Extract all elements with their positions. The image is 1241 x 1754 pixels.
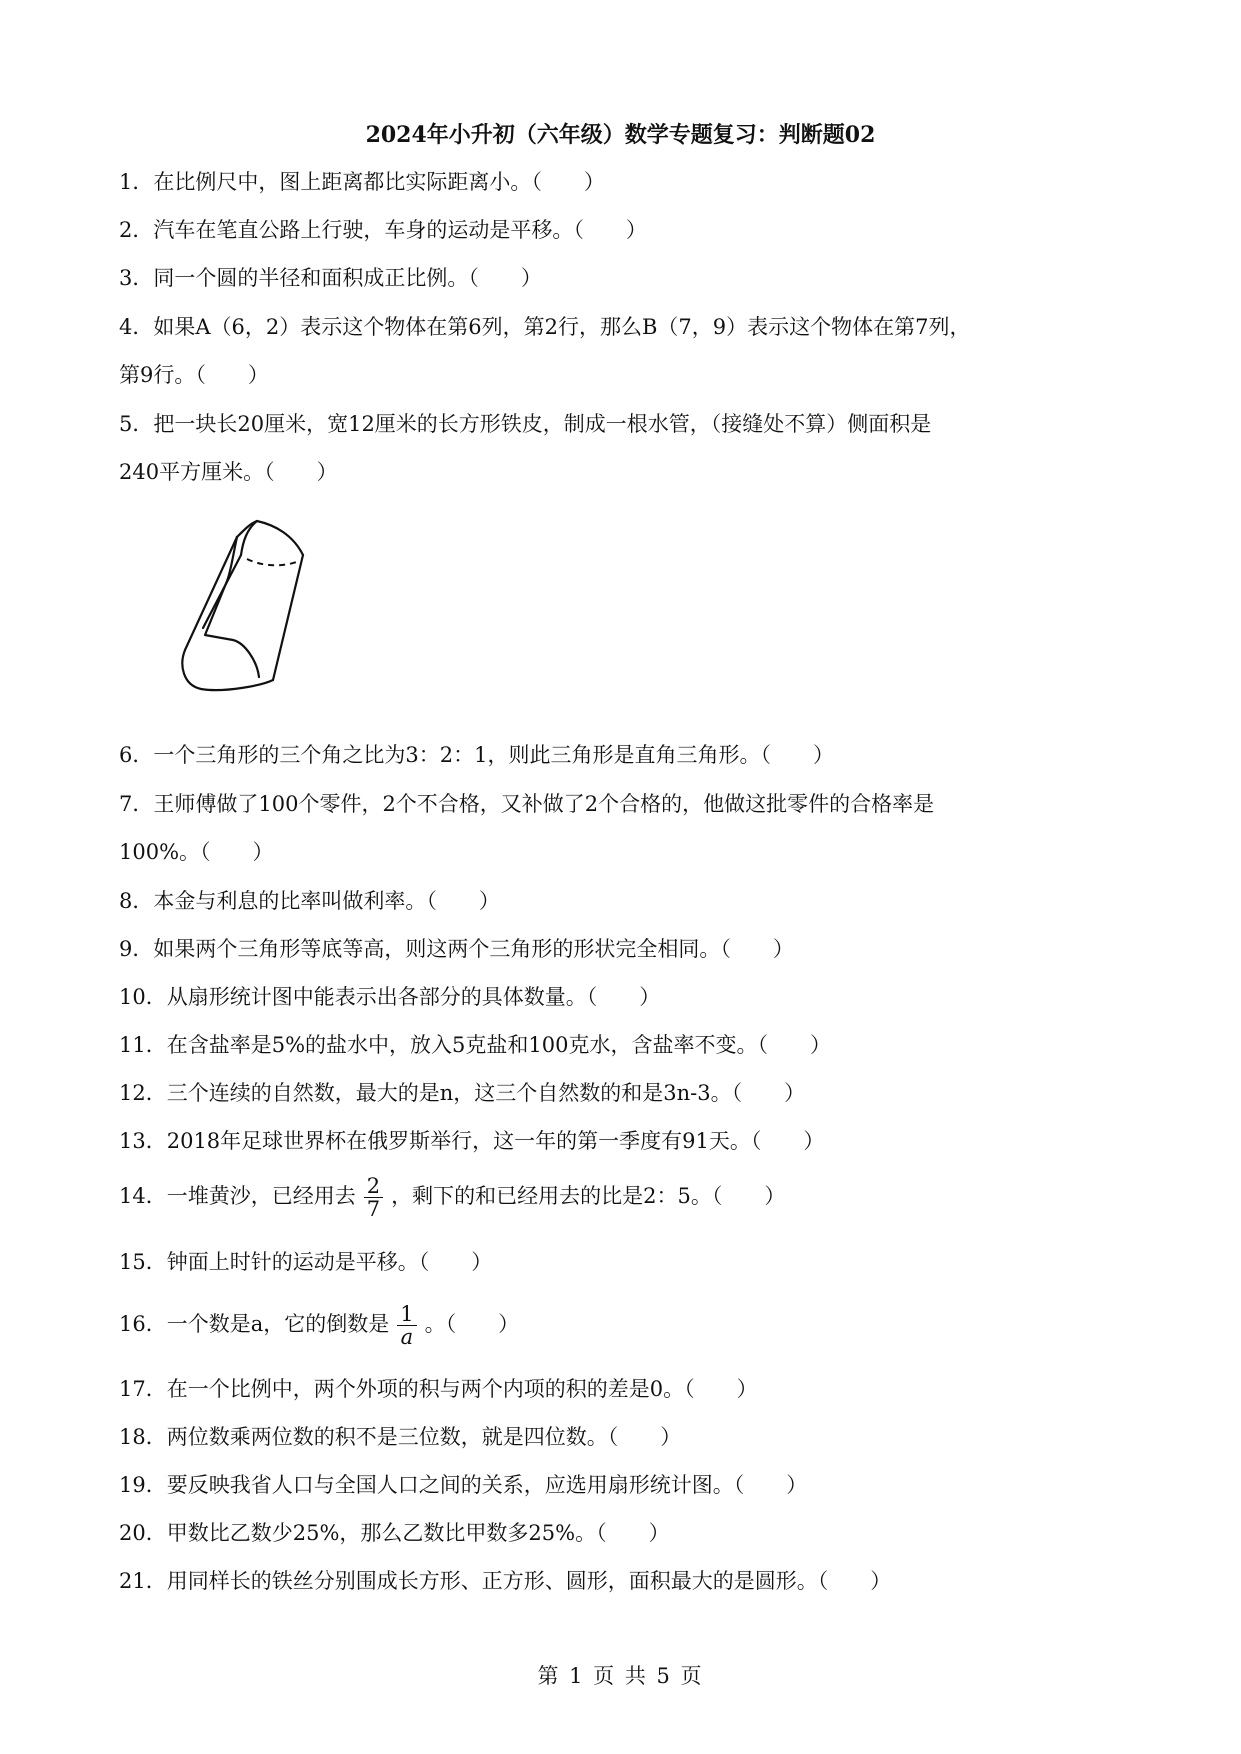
question-7-line2: 100%。（ ） — [119, 840, 274, 864]
question-12: 12．三个连续的自然数，最大的是n，这三个自然数的和是3n-3。（ ） — [119, 1081, 806, 1105]
question-10: 10．从扇形统计图中能表示出各部分的具体数量。（ ） — [119, 985, 661, 1009]
question-14-prefix: 14．一堆黄沙，已经用去 — [119, 1184, 356, 1208]
fraction-one-over-a — [397, 1303, 416, 1348]
question-3: 3．同一个圆的半径和面积成正比例。（ ） — [119, 266, 542, 290]
page-title: 2024年小升初（六年级）数学专题复习：判断题02 — [365, 122, 876, 148]
question-7-line1: 7．王师傅做了100个零件，2个不合格，又补做了2个合格的，他做这批零件的合格率是 — [119, 792, 935, 816]
question-18: 18．两位数乘两位数的积不是三位数，就是四位数。（ ） — [119, 1425, 682, 1449]
question-6: 6．一个三角形的三个角之比为3：2：1，则此三角形是直角三角形。（ ） — [119, 743, 834, 767]
page-footer: 第 1 页 共 5 页 — [537, 1664, 704, 1688]
question-17: 17．在一个比例中，两个外项的积与两个内项的积的差是0。（ ） — [119, 1377, 758, 1401]
fraction-two-sevenths — [364, 1175, 383, 1220]
question-16 — [119, 1296, 1139, 1352]
fraction-numerator: 2 — [364, 1175, 383, 1198]
question-11: 11．在含盐率是5%的盐水中，放入5克盐和100克水，含盐率不变。（ ） — [119, 1033, 831, 1057]
fraction-denominator: 7 — [366, 1197, 381, 1221]
question-5-line1: 5．把一块长20厘米，宽12厘米的长方形铁皮，制成一根水管，（接缝处不算）侧面积是 — [119, 412, 932, 436]
question-13: 13．2018年足球世界杯在俄罗斯举行，这一年的第一季度有91天。（ ） — [119, 1129, 825, 1153]
rolled-sheet-figure — [175, 515, 345, 695]
question-8: 8．本金与利息的比率叫做利率。（ ） — [119, 889, 500, 913]
question-4-line1: 4．如果A（6，2）表示这个物体在第6列，第2行，那么B（7，9）表示这个物体在第7列， — [119, 315, 971, 339]
question-4-line2: 第9行。（ ） — [119, 363, 269, 387]
question-14-suffix: ，剩下的和已经用去的比是2：5。（ ） — [391, 1184, 786, 1208]
question-15: 15．钟面上时针的运动是平移。（ ） — [119, 1250, 493, 1274]
question-16-suffix: 。（ ） — [424, 1312, 520, 1336]
question-21: 21．用同样长的铁丝分别围成长方形、正方形、圆形，面积最大的是圆形。（ ） — [119, 1569, 892, 1593]
question-16-prefix: 16．一个数是a，它的倒数是 — [119, 1312, 390, 1336]
question-9: 9．如果两个三角形等底等高，则这两个三角形的形状完全相同。（ ） — [119, 937, 794, 961]
question-2: 2．汽车在笔直公路上行驶，车身的运动是平移。（ ） — [119, 218, 647, 242]
fraction-numerator: 1 — [397, 1303, 416, 1326]
question-20: 20．甲数比乙数少25%，那么乙数比甲数多25%。（ ） — [119, 1521, 670, 1545]
question-5-line2: 240平方厘米。（ ） — [119, 460, 338, 484]
question-14 — [119, 1168, 1139, 1224]
fraction-denominator: a — [400, 1325, 414, 1349]
question-1: 1．在比例尺中，图上距离都比实际距离小。（ ） — [119, 170, 605, 194]
question-19: 19．要反映我省人口与全国人口之间的关系，应选用扇形统计图。（ ） — [119, 1473, 808, 1497]
